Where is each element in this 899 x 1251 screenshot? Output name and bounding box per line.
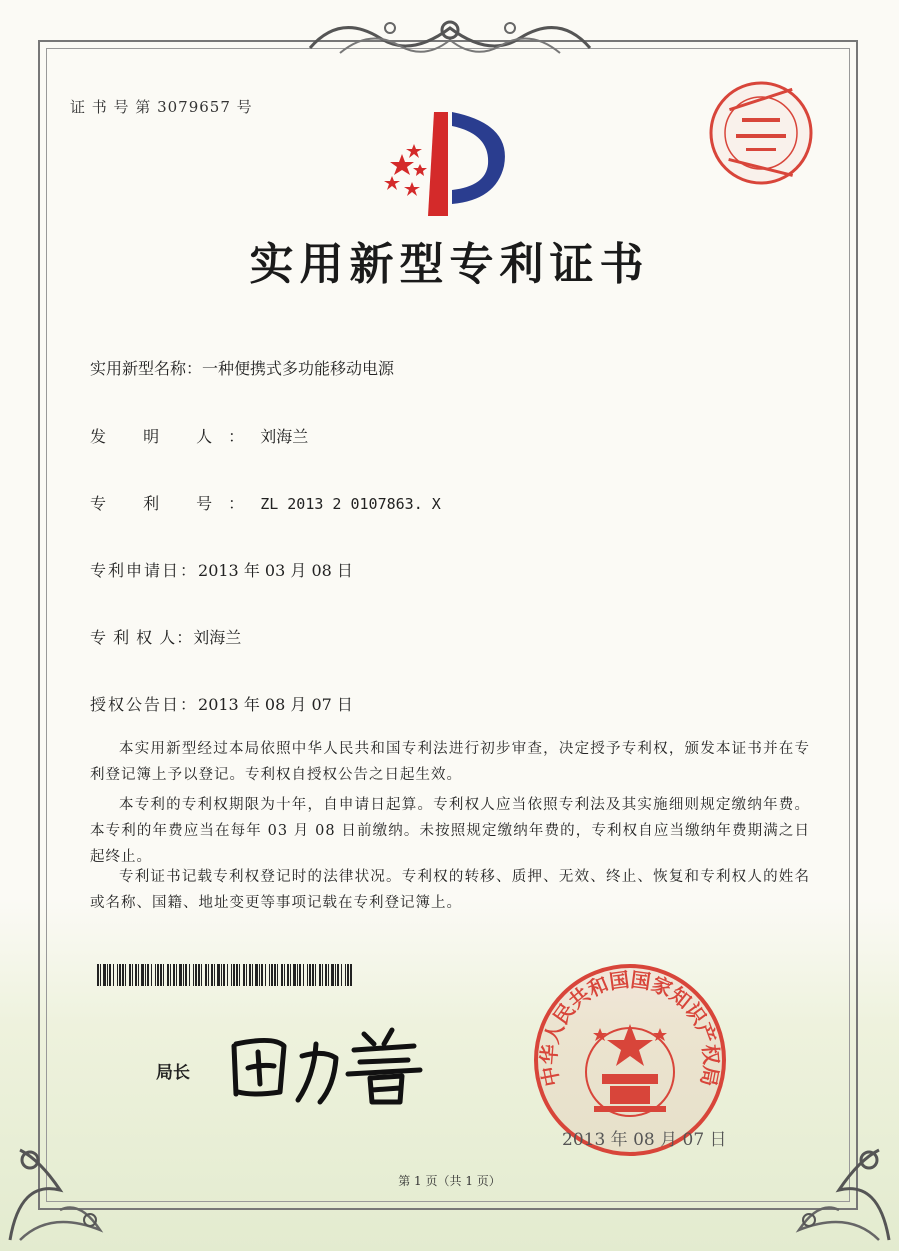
barcode-bar bbox=[141, 964, 144, 986]
barcode-bar bbox=[261, 964, 263, 986]
patent-number-label: 专 利 号： bbox=[90, 494, 261, 513]
barcode-bar bbox=[331, 964, 334, 986]
filing-date-value: 2013 年 03 月 08 日 bbox=[198, 561, 353, 580]
inventor-label: 发 明 人： bbox=[90, 427, 261, 446]
barcode-bar bbox=[138, 964, 139, 986]
barcode-bar bbox=[350, 964, 352, 986]
barcode-bar bbox=[122, 964, 124, 986]
barcode-bar bbox=[113, 964, 114, 986]
barcode-bar bbox=[281, 964, 283, 986]
barcode-bar bbox=[337, 964, 339, 986]
barcode-bar bbox=[252, 964, 253, 986]
barcode-bar bbox=[297, 964, 298, 986]
barcode-bar bbox=[157, 964, 159, 986]
announcement-date-row bbox=[90, 692, 353, 715]
seal-org-text: 中华人民共和国国家知识产权局 bbox=[536, 967, 724, 1089]
barcode-bar bbox=[97, 964, 99, 986]
barcode-bar bbox=[193, 964, 194, 986]
barcode-bar bbox=[217, 964, 220, 986]
announcement-date-value: 2013 年 08 月 07 日 bbox=[198, 695, 353, 714]
barcode-bar bbox=[117, 964, 118, 986]
barcode-bar bbox=[299, 964, 301, 986]
barcode-bar bbox=[135, 964, 137, 986]
barcode-bar bbox=[176, 964, 177, 986]
announcement-date-label: 授权公告日： bbox=[90, 695, 199, 714]
barcode-bar bbox=[163, 964, 164, 986]
body-paragraph-2: 本专利的专利权期限为十年，自申请日起算。专利权人应当依照专利法及其实施细则规定缴纳年费。本专利的年费应当在每年 03 月 08 日前缴纳。未按照规定缴纳年费的，专利权自应当缴纳年费期满之日起终止。 bbox=[90, 797, 810, 865]
patentee-row bbox=[90, 625, 241, 648]
barcode-bar bbox=[246, 964, 247, 986]
director-signature bbox=[224, 1016, 434, 1106]
barcode-bar bbox=[287, 964, 289, 986]
filing-date-row bbox=[90, 558, 353, 581]
page-number: 第 1 页（共 1 页） bbox=[398, 1174, 501, 1188]
barcode-bar bbox=[227, 964, 228, 986]
barcode-bar bbox=[271, 964, 273, 986]
director-label: 局长 bbox=[156, 1063, 190, 1083]
barcode bbox=[97, 964, 353, 986]
barcode-bar bbox=[147, 964, 149, 986]
stamp-duty-seal bbox=[706, 78, 816, 188]
barcode-bar bbox=[183, 964, 184, 986]
barcode-bar bbox=[167, 964, 169, 986]
barcode-bar bbox=[201, 964, 202, 986]
barcode-bar bbox=[345, 964, 346, 986]
patentee-label: 专 利 权 人： bbox=[90, 628, 194, 647]
barcode-bar bbox=[236, 964, 238, 986]
barcode-bar bbox=[309, 964, 311, 986]
barcode-bar bbox=[214, 964, 215, 986]
barcode-bar bbox=[103, 964, 106, 986]
barcode-bar bbox=[132, 964, 133, 986]
barcode-bar bbox=[341, 964, 342, 986]
barcode-bar bbox=[151, 964, 152, 986]
inventor-row bbox=[90, 424, 308, 447]
barcode-bar bbox=[195, 964, 197, 986]
certificate-title: 实用新型专利证书 bbox=[249, 239, 650, 290]
barcode-bar bbox=[205, 964, 207, 986]
barcode-bar bbox=[335, 964, 336, 986]
barcode-bar bbox=[322, 964, 323, 986]
barcode-bar bbox=[100, 964, 101, 986]
barcode-bar bbox=[173, 964, 175, 986]
body-paragraph-3: 专利证书记载专利权登记时的法律状况。专利权的转移、质押、无效、终止、恢复和专利权人的姓名或名称、国籍、地址变更等事项记载在专利登记簿上。 bbox=[90, 869, 810, 911]
barcode-bar bbox=[325, 964, 327, 986]
patent-number-row bbox=[90, 491, 441, 514]
barcode-bar bbox=[179, 964, 182, 986]
barcode-bar bbox=[145, 964, 146, 986]
patent-office-logo bbox=[372, 104, 522, 222]
barcode-bar bbox=[312, 964, 314, 986]
barcode-bar bbox=[109, 964, 111, 986]
barcode-bar bbox=[185, 964, 187, 986]
barcode-bar bbox=[277, 964, 278, 986]
barcode-bar bbox=[284, 964, 285, 986]
barcode-bar bbox=[119, 964, 121, 986]
barcode-bar bbox=[265, 964, 266, 986]
patentee-value: 刘海兰 bbox=[193, 628, 242, 647]
barcode-bar bbox=[223, 964, 225, 986]
filing-date-label: 专利申请日： bbox=[90, 561, 199, 580]
barcode-bar bbox=[208, 964, 209, 986]
barcode-bar bbox=[211, 964, 213, 986]
barcode-bar bbox=[303, 964, 304, 986]
barcode-bar bbox=[315, 964, 316, 986]
barcode-bar bbox=[107, 964, 108, 986]
barcode-bar bbox=[259, 964, 260, 986]
barcode-bar bbox=[231, 964, 232, 986]
barcode-bar bbox=[274, 964, 276, 986]
barcode-bar bbox=[347, 964, 349, 986]
barcode-bar bbox=[293, 964, 296, 986]
body-paragraph-1: 本实用新型经过本局依照中华人民共和国专利法进行初步审查，决定授予专利权，颁发本证书并在专利登记簿上予以登记。专利权自授权公告之日起生效。 bbox=[90, 741, 810, 783]
barcode-bar bbox=[125, 964, 126, 986]
barcode-bar bbox=[198, 964, 200, 986]
barcode-bar bbox=[290, 964, 291, 986]
barcode-bar bbox=[243, 964, 245, 986]
barcode-bar bbox=[189, 964, 190, 986]
certificate-number: 证 书 号 第 3079657 号 bbox=[70, 98, 253, 116]
barcode-bar bbox=[233, 964, 235, 986]
barcode-bar bbox=[255, 964, 258, 986]
barcode-bar bbox=[319, 964, 321, 986]
utility-model-name-label: 实用新型名称： bbox=[90, 359, 203, 378]
inventor-value: 刘海兰 bbox=[260, 427, 309, 446]
barcode-bar bbox=[269, 964, 270, 986]
top-ornament bbox=[300, 8, 600, 68]
barcode-bar bbox=[221, 964, 222, 986]
barcode-bar bbox=[239, 964, 240, 986]
barcode-bar bbox=[328, 964, 329, 986]
utility-model-name-value: 一种便携式多功能移动电源 bbox=[202, 359, 395, 378]
barcode-bar bbox=[160, 964, 162, 986]
barcode-bar bbox=[307, 964, 308, 986]
seal-date: 2013 年 08 月 07 日 bbox=[562, 1130, 727, 1150]
barcode-bar bbox=[155, 964, 156, 986]
barcode-bar bbox=[170, 964, 171, 986]
patent-number-value: ZL 2013 2 0107863. X bbox=[260, 495, 441, 513]
barcode-bar bbox=[129, 964, 131, 986]
barcode-bar bbox=[249, 964, 251, 986]
utility-model-name-row bbox=[90, 356, 394, 379]
